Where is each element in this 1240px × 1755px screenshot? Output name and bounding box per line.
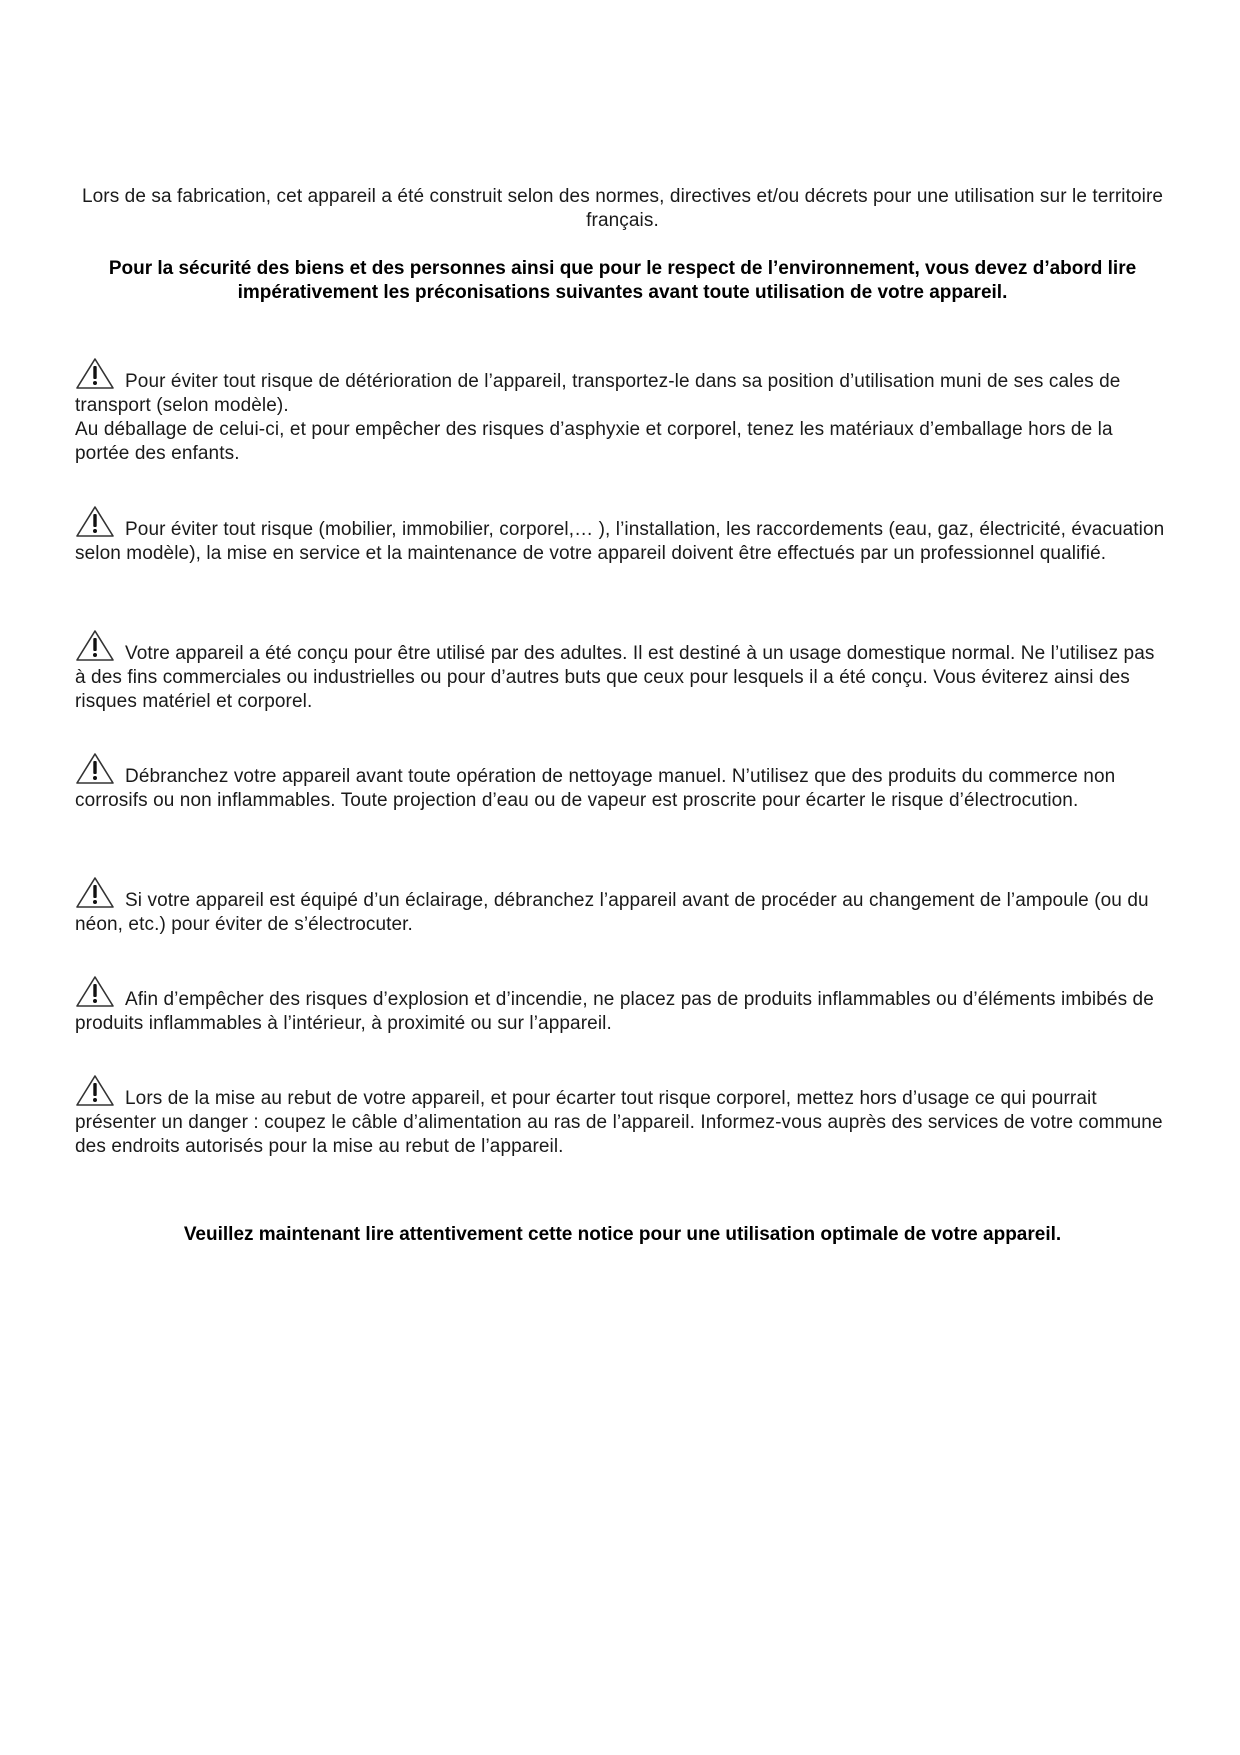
warning-text: Pour éviter tout risque de détérioration de l’appareil, transportez-le dans sa position d’utilisation muni de ses cales de transport (selon modèle). [75,371,1121,416]
warning-item-cleaning [75,748,1170,813]
warning-triangle-icon [75,748,115,782]
warning-triangle-icon [75,501,115,535]
warning-item-transport [75,353,1170,466]
warning-text-continued: Au déballage de celui-ci, et pour empêcher des risques d’asphyxie et corporel, tenez les matériaux d’emballage hors de la portée des enfants. [75,419,1113,464]
warning-text: Lors de la mise au rebut de votre appareil, et pour écarter tout risque corporel, mettez hors d’usage ce qui pourrait présenter un danger : coupez le câble d’alimentation au ras de l’appareil. Informez-vous auprès des services de votre commune des endroits autorisés pour la mise au rebut de l’appareil. [75,1088,1163,1157]
warning-item-usage [75,625,1170,714]
warning-text: Si votre appareil est équipé d’un éclairage, débranchez l’appareil avant de procéder au changement de l’ampoule (ou du néon, etc.) pour éviter de s’électrocuter. [75,890,1149,935]
warning-triangle-icon [75,872,115,906]
intro-paragraph: Lors de sa fabrication, cet appareil a été construit selon des normes, directives et/ou décrets pour une utilisation sur le territoire français. [81,186,1164,231]
warning-triangle-icon [75,625,115,659]
warning-item-disposal [75,1070,1170,1159]
safety-lead-paragraph: Pour la sécurité des biens et des personnes ainsi que pour le respect de l’environnement, vous devez d’abord lire impérativement les préconisations suivantes avant toute utilisation de votre appareil. [108,258,1137,303]
warning-triangle-icon [75,971,115,1005]
warning-item-flammable [75,971,1170,1036]
warning-triangle-icon [75,1070,115,1104]
warning-item-lighting [75,872,1170,937]
warning-text: Votre appareil a été conçu pour être utilisé par des adultes. Il est destiné à un usage domestique normal. Ne l’utilisez pas à des fins commerciales ou industrielles ou pour d’autres buts que ceux pour lesquels il a été conçu. Vous éviterez ainsi des risques matériel et corporel. [75,643,1155,712]
closing-paragraph: Veuillez maintenant lire attentivement cette notice pour une utilisation optimale de votre appareil. [183,1224,1062,1245]
warning-triangle-icon [75,353,115,387]
warning-text: Débranchez votre appareil avant toute opération de nettoyage manuel. N’utilisez que des produits du commerce non corrosifs ou non inflammables. Toute projection d’eau ou de vapeur est proscrite pour écarter le risque d’électrocution. [75,766,1116,811]
warning-text: Afin d’empêcher des risques d’explosion et d’incendie, ne placez pas de produits inflammables ou d’éléments imbibés de produits inflammables à l’intérieur, à proximité ou sur l’appareil. [75,989,1154,1034]
warning-text: Pour éviter tout risque (mobilier, immobilier, corporel,… ), l’installation, les raccordements (eau, gaz, électricité, évacuation selon modèle), la mise en service et la maintenance de votre appareil doivent être effectués par un professionnel qualifié. [75,519,1165,564]
warning-item-installation [75,501,1170,566]
